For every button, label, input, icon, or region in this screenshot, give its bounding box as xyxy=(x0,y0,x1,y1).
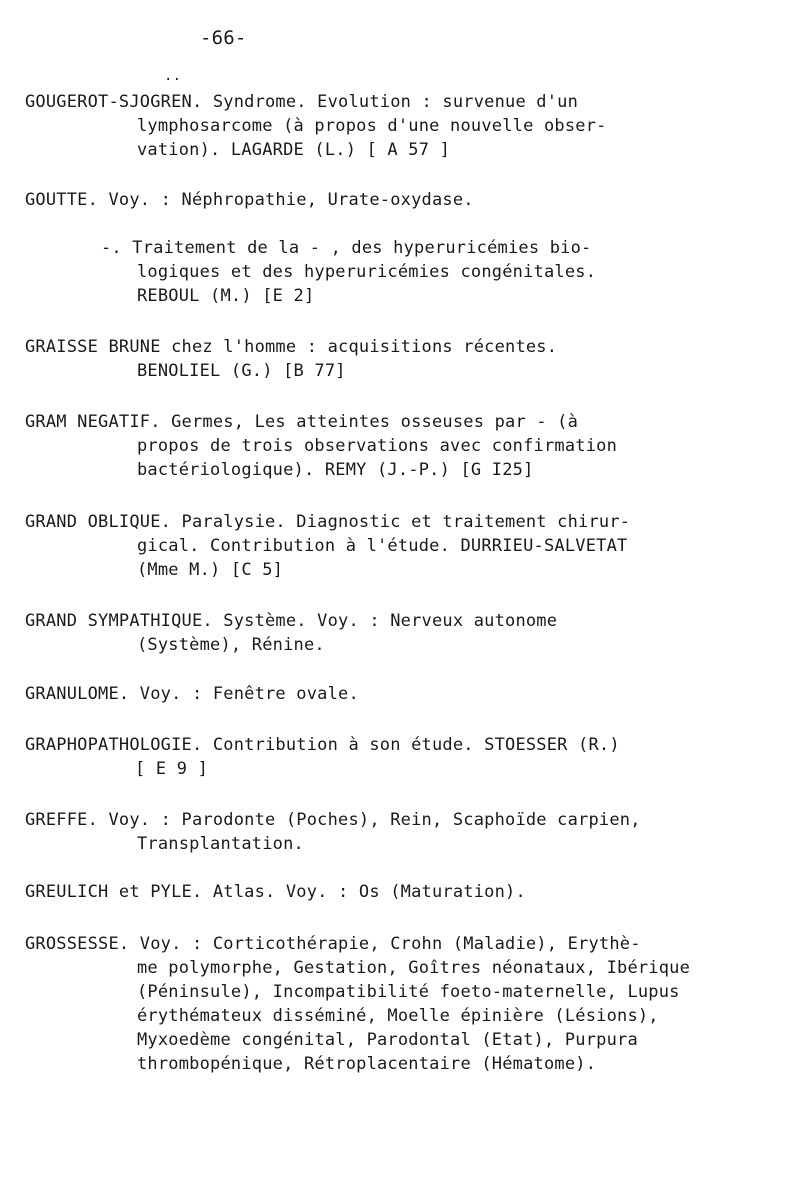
entry-line: GOUTTE. Voy. : Néphropathie, Urate-oxydase. xyxy=(25,190,474,210)
entry-line: GREULICH et PYLE. Atlas. Voy. : Os (Maturation). xyxy=(25,882,526,902)
entry-line: vation). LAGARDE (L.) [ A 57 ] xyxy=(137,140,451,160)
entry-line: (Système), Rénine. xyxy=(137,635,325,655)
entry-line: logiques et des hyperuricémies congénitales. xyxy=(137,262,597,282)
index-subentry-goutte-traitement xyxy=(25,236,790,308)
entry-line: GRANULOME. Voy. : Fenêtre ovale. xyxy=(25,684,359,704)
entry-line: GRAPHOPATHOLOGIE. Contribution à son étude. STOESSER (R.) xyxy=(25,735,620,755)
index-entry-goutte xyxy=(25,188,790,212)
index-entry-grand-oblique xyxy=(25,510,790,582)
page-number: -66- xyxy=(200,27,247,49)
index-entry-graphopathologie xyxy=(25,733,790,781)
entry-line: (Péninsule), Incompatibilité foeto-maternelle, Lupus xyxy=(137,982,680,1002)
entry-line: GREFFE. Voy. : Parodonte (Poches), Rein, Scaphoïde carpien, xyxy=(25,810,641,830)
entry-line: GOUGEROT-SJOGREN. Syndrome. Evolution : survenue d'un xyxy=(25,92,579,112)
index-entry-grossesse xyxy=(25,932,790,1076)
entry-line: -. Traitement de la - , des hyperuricémies bio- xyxy=(101,238,592,258)
index-entry-greffe xyxy=(25,808,790,856)
entry-line: érythémateux disséminé, Moelle épinière (Lésions), xyxy=(137,1006,659,1026)
entry-line: REBOUL (M.) [E 2] xyxy=(137,286,315,306)
entry-line: gical. Contribution à l'étude. DURRIEU-SALVETAT xyxy=(137,536,628,556)
entry-line: GRAM NEGATIF. Germes, Les atteintes osseuses par - (à xyxy=(25,412,579,432)
entry-line: [ E 9 ] xyxy=(135,759,209,779)
entry-line: Myxoedème congénital, Parodontal (Etat), Purpura xyxy=(137,1030,638,1050)
entry-line: propos de trois observations avec confirmation xyxy=(137,436,618,456)
entry-line: thrombopénique, Rétroplacentaire (Hématome). xyxy=(137,1054,597,1074)
index-entry-grand-sympathique xyxy=(25,609,790,657)
index-entry-greulich-et-pyle xyxy=(25,880,790,904)
entry-line: GRAISSE BRUNE chez l'homme : acquisitions récentes. xyxy=(25,337,558,357)
entry-line: BENOLIEL (G.) [B 77] xyxy=(137,361,346,381)
index-entry-gram-negatif xyxy=(25,410,790,482)
index-entry-granulome xyxy=(25,682,790,706)
entry-line: me polymorphe, Gestation, Goîtres néonataux, Ibérique xyxy=(137,958,691,978)
entry-line: GRAND SYMPATHIQUE. Système. Voy. : Nerveux autonome xyxy=(25,611,558,631)
diacritic-dots: ·· xyxy=(164,72,182,88)
index-entry-graisse-brune xyxy=(25,335,790,383)
entry-line: GROSSESSE. Voy. : Corticothérapie, Crohn (Maladie), Erythè- xyxy=(25,934,641,954)
entry-line: (Mme M.) [C 5] xyxy=(137,560,284,580)
entry-line: Transplantation. xyxy=(137,834,304,854)
entry-line: bactériologique). REMY (J.-P.) [G I25] xyxy=(137,460,534,480)
entry-line: GRAND OBLIQUE. Paralysie. Diagnostic et traitement chirur- xyxy=(25,512,631,532)
index-entry-gougerot-sjogren xyxy=(25,90,790,162)
entry-line: lymphosarcome (à propos d'une nouvelle obser- xyxy=(137,116,607,136)
